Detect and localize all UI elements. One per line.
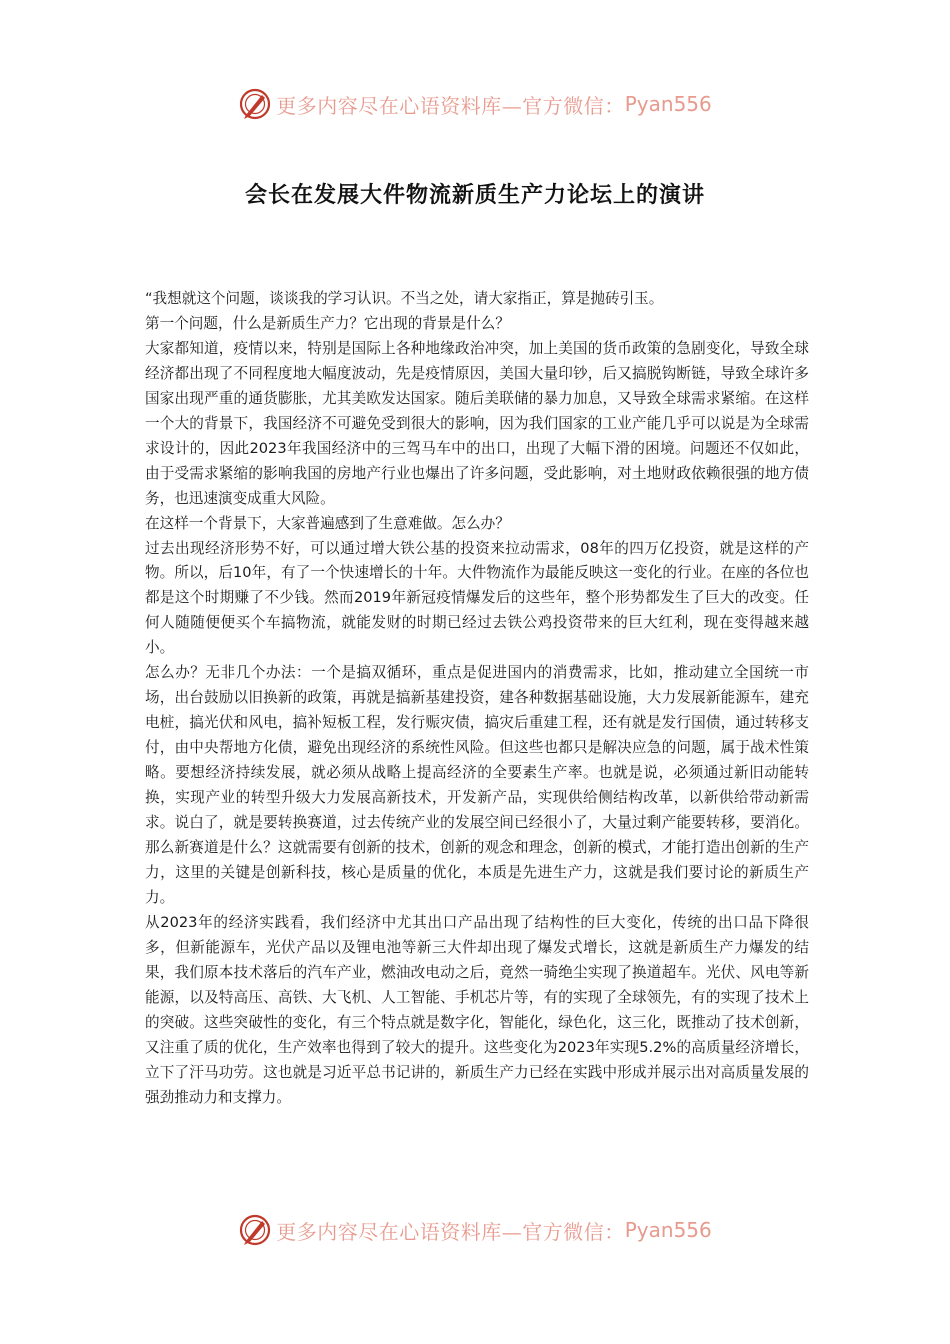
pen-logo-icon (238, 1213, 272, 1247)
banner-wechat-id: Pyan556 (624, 92, 712, 116)
document-body (145, 287, 809, 1110)
paragraph: 过去出现经济形势不好，可以通过增大铁公基的投资来拉动需求，08年的四万亿投资，就是这样的产物。所以，后10年，有了一个快速增长的十年。大件物流作为最能反映这一变化的行业。在座的各位也都是这个时期赚了不少钱。然而2019年新冠疫情爆发后的这些年，整个形势都发生了巨大的改变。任何人随随便便买个车搞物流，就能发财的时期已经过去铁公鸡投资带来的巨大红利，现在变得越来越小。 (145, 539, 809, 657)
banner-text: 更多内容尽在心语资料库—官方微信： (276, 93, 625, 118)
footer-banner (0, 1210, 950, 1250)
header-banner (0, 84, 950, 124)
paragraph: 从2023年的经济实践看，我们经济中尤其出口产品出现了结构性的巨大变化，传统的出口品下降很多，但新能源车，光伏产品以及锂电池等新三大件却出现了爆发式增长，这就是新质生产力爆发的结果，我们原本技术落后的汽车产业，燃油改电动之后，竟然一骑绝尘实现了换道超车。光伏、风电等新能源，以及特高压、高铁、大飞机、人工智能、手机芯片等，有的实现了全球领先，有的实现了技术上的突破。这些突破性的变化，有三个特点就是数字化，智能化，绿色化，这三化，既推动了技术创新，又注重了质的优化，生产效率也得到了较大的提升。这些变化为2023年实现5.2%的高质量经济增长，立下了汗马功劳。这也就是习近平总书记讲的，新质生产力已经在实践中形成并展示出对高质量发展的强劲推动力和支撑力。 (145, 913, 809, 1106)
paragraph: 大家都知道，疫情以来，特别是国际上各种地缘政治冲突，加上美国的货币政策的急剧变化，导致全球经济都出现了不同程度地大幅度波动，先是疫情原因，美国大量印钞，后又搞脱钩断链，导致全球许多国家出现严重的通货膨胀，尤其美欧发达国家。随后美联储的暴力加息，又导致全球需求紧缩。在这样一个大的背景下，我国经济不可避免受到很大的影响，因为我们国家的工业产能几乎可以说是为全球需求设计的，因此2023年我国经济中的三驾马车中的出口，出现了大幅下滑的困境。问题还不仅如此，由于受需求紧缩的影响我国的房地产行业也爆出了许多问题，受此影响，对土地财政依赖很强的地方债务，也迅速演变成重大风险。 (145, 339, 809, 507)
paragraph: 在这样一个背景下，大家普遍感到了生意难做。怎么办？ (145, 514, 510, 532)
pen-logo-icon (238, 87, 272, 121)
paragraph: 怎么办？无非几个办法：一个是搞双循环，重点是促进国内的消费需求，比如，推动建立全国统一市场，出台鼓励以旧换新的政策，再就是搞新基建投资，建各种数据基础设施，大力发展新能源车，建充电桩，搞光伏和风电，搞补短板工程，发行赈灾债，搞灾后重建工程，还有就是发行国债，通过转移支付，由中央帮地方化债，避免出现经济的系统性风险。但这些也都只是解决应急的问题，属于战术性策略。要想经济持续发展，就必须从战略上提高经济的全要素生产率。也就是说，必须通过新旧动能转换，实现产业的转型升级大力发展高新技术，开发新产品，实现供给侧结构改革，以新供给带动新需求。说白了，就是要转换赛道，过去传统产业的发展空间已经很小了，大量过剩产能要转移，要消化。那么新赛道是什么？这就需要有创新的技术，创新的观念和理念，创新的模式，才能打造出创新的生产力，这里的关键是创新科技，核心是质量的优化，本质是先进生产力，这就是我们要讨论的新质生产力。 (145, 664, 809, 906)
paragraph: “我想就这个问题，谈谈我的学习认识。不当之处，请大家指正，算是抛砖引玉。 (145, 290, 664, 307)
banner-wechat-id: Pyan556 (624, 1218, 712, 1242)
paragraph: 第一个问题，什么是新质生产力？它出现的背景是什么？ (145, 314, 510, 332)
banner-text: 更多内容尽在心语资料库—官方微信： (276, 1219, 625, 1244)
document-title: 会长在发展大件物流新质生产力论坛上的演讲 (244, 183, 705, 208)
